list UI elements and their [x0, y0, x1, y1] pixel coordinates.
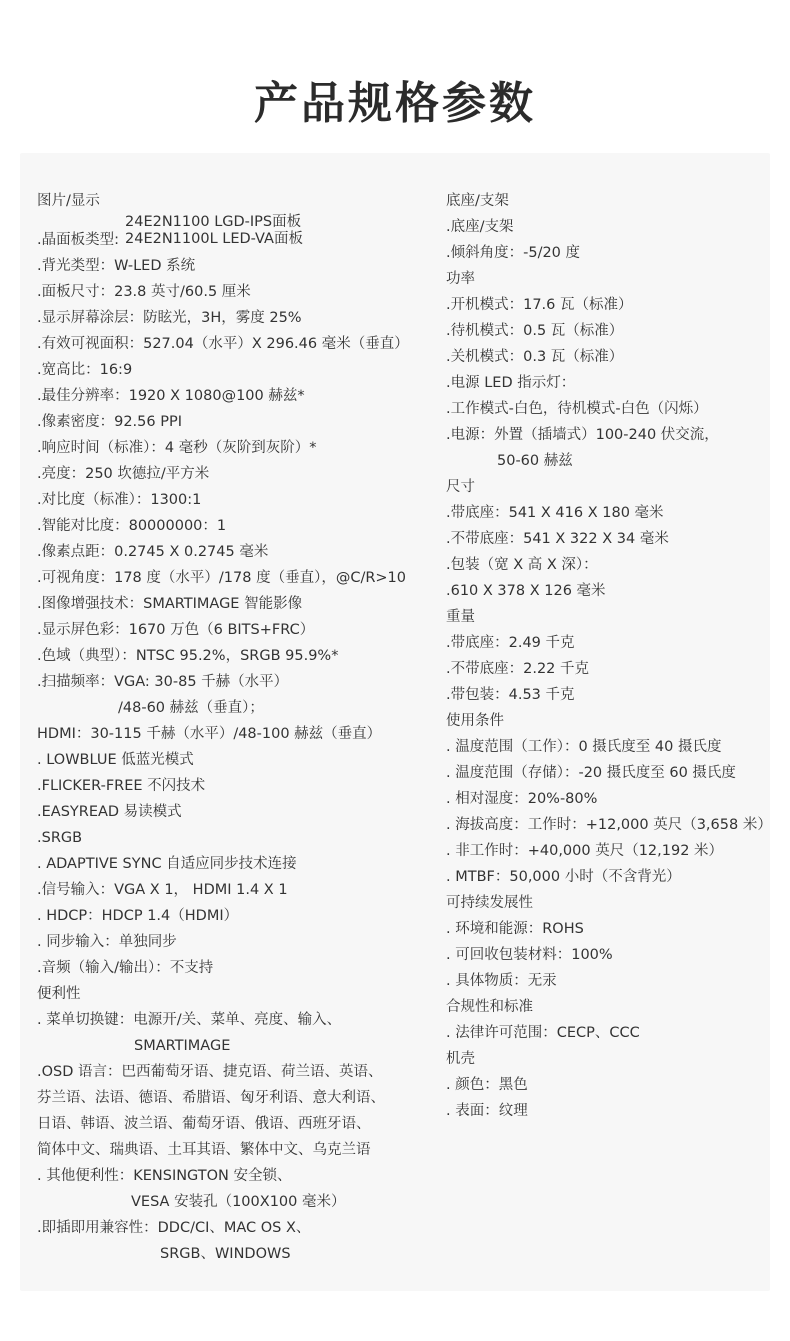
- spec-line: .显示屏色彩：1670 万色（6 BITS+FRC）: [37, 622, 315, 638]
- spec-line: . 法律许可范围：CECP、CCC: [446, 1025, 640, 1041]
- spec-line: . 颜色：黑色: [446, 1077, 528, 1093]
- spec-line: .不带底座：2.22 千克: [446, 661, 590, 677]
- spec-column-right: [446, 188, 776, 1124]
- section-heading-display: 图片/显示: [37, 193, 100, 209]
- spec-line: .电源 LED 指示灯：: [446, 375, 576, 391]
- section-heading-compliance: 合规性和标准: [446, 999, 533, 1015]
- spec-line: . LOWBLUE 低蓝光模式: [37, 752, 194, 768]
- spec-value: 24E2N1100 LGD-IPS面板: [125, 214, 302, 230]
- section-heading-stand: 底座/支架: [446, 193, 509, 209]
- spec-line: .工作模式-白色，待机模式-白色（闪烁）: [446, 401, 708, 417]
- spec-line: .响应时间（标准）：4 毫秒（灰阶到灰阶）*: [37, 440, 317, 456]
- spec-panel-type: [37, 214, 437, 248]
- section-heading-power: 功率: [446, 271, 475, 287]
- spec-line: . 环境和能源：ROHS: [446, 921, 584, 937]
- section-heading-conditions: 使用条件: [446, 713, 504, 729]
- spec-line: . 相对湿度：20%-80%: [446, 791, 598, 807]
- section-heading-cabinet: 机壳: [446, 1051, 475, 1067]
- spec-line: . 可回收包装材料：100%: [446, 947, 613, 963]
- spec-line: .背光类型：W-LED 系统: [37, 258, 196, 274]
- spec-line: .带底座：541 X 416 X 180 毫米: [446, 505, 664, 521]
- spec-label: .晶面板类型:: [37, 232, 119, 248]
- spec-line: .带底座：2.49 千克: [446, 635, 575, 651]
- spec-line: .有效可视面积：527.04（水平）X 296.46 毫米（垂直）: [37, 336, 409, 352]
- spec-line: .宽高比：16:9: [37, 362, 133, 378]
- spec-values: [125, 214, 303, 248]
- spec-line: 芬兰语、法语、德语、希腊语、匈牙利语、意大利语、: [37, 1090, 385, 1106]
- spec-line: .对比度（标准）：1300:1: [37, 492, 202, 508]
- spec-line: 50-60 赫兹: [497, 453, 573, 469]
- section-heading-weight: 重量: [446, 609, 475, 625]
- spec-line: SMARTIMAGE: [134, 1038, 231, 1054]
- spec-line: .信号输入：VGA X 1， HDMI 1.4 X 1: [37, 882, 288, 898]
- spec-line: .扫描频率：VGA: 30-85 千赫（水平）: [37, 674, 289, 690]
- spec-line: .包装（宽 X 高 X 深）：: [446, 557, 598, 573]
- page-title: 产品规格参数: [254, 78, 536, 129]
- spec-line: . 温度范围（存储）：-20 摄氏度至 60 摄氏度: [446, 765, 736, 781]
- spec-line: . 具体物质：无汞: [446, 973, 557, 989]
- spec-line: . 温度范围（工作）：0 摄氏度至 40 摄氏度: [446, 739, 722, 755]
- spec-line: .面板尺寸：23.8 英寸/60.5 厘米: [37, 284, 251, 300]
- spec-line: .开机模式：17.6 瓦（标准）: [446, 297, 633, 313]
- spec-line: .FLICKER-FREE 不闪技术: [37, 778, 206, 794]
- spec-line: .像素密度：92.56 PPI: [37, 414, 182, 430]
- spec-line: .EASYREAD 易读模式: [37, 804, 182, 820]
- spec-line: .亮度：250 坎德拉/平方米: [37, 466, 210, 482]
- spec-line: .关机模式：0.3 瓦（标准）: [446, 349, 624, 365]
- section-heading-dimensions: 尺寸: [446, 479, 475, 495]
- spec-line: .最佳分辨率：1920 X 1080@100 赫兹*: [37, 388, 305, 404]
- spec-line: .即插即用兼容性：DDC/CI、MAC OS X、: [37, 1220, 311, 1236]
- spec-line: .图像增强技术：SMARTIMAGE 智能影像: [37, 596, 303, 612]
- spec-line: .带包装：4.53 千克: [446, 687, 575, 703]
- spec-line: . 海拔高度：工作时：+12,000 英尺（3,658 米）: [446, 817, 772, 833]
- spec-line: /48-60 赫兹（垂直）；: [118, 700, 264, 716]
- spec-line: . 非工作时：+40,000 英尺（12,192 米）: [446, 843, 724, 859]
- spec-line: .色域（典型）：NTSC 95.2%，SRGB 95.9%*: [37, 648, 339, 664]
- spec-line: SRGB、WINDOWS: [160, 1246, 291, 1262]
- spec-line: .显示屏幕涂层：防眩光，3H，雾度 25%: [37, 310, 302, 326]
- spec-line: .可视角度：178 度（水平）/178 度（垂直），@C/R>10: [37, 570, 406, 586]
- spec-line: .电源：外置（插墙式）100-240 伏交流，: [446, 427, 719, 443]
- spec-line: 日语、韩语、波兰语、葡萄牙语、俄语、西班牙语、: [37, 1116, 371, 1132]
- spec-line: . MTBF：50,000 小时（不含背光）: [446, 869, 681, 885]
- spec-line: .610 X 378 X 126 毫米: [446, 583, 606, 599]
- spec-line: .音频（输入/输出）：不支持: [37, 960, 214, 976]
- section-heading-sustainability: 可持续发展性: [446, 895, 533, 911]
- spec-line: . ADAPTIVE SYNC 自适应同步技术连接: [37, 856, 297, 872]
- spec-line: 简体中文、瑞典语、土耳其语、繁体中文、乌克兰语: [37, 1142, 371, 1158]
- spec-line: VESA 安装孔（100X100 毫米）: [131, 1194, 346, 1210]
- spec-line: HDMI：30-115 千赫（水平）/48-100 赫兹（垂直）: [37, 726, 382, 742]
- spec-line: .OSD 语言：巴西葡萄牙语、捷克语、荷兰语、英语、: [37, 1064, 383, 1080]
- spec-line: .待机模式：0.5 瓦（标准）: [446, 323, 624, 339]
- spec-line: . 菜单切换键：电源开/关、菜单、亮度、输入、: [37, 1012, 342, 1028]
- section-heading-convenience: 便利性: [37, 986, 81, 1002]
- spec-value: 24E2N1100L LED-VA面板: [125, 231, 303, 247]
- spec-line: .不带底座：541 X 322 X 34 毫米: [446, 531, 669, 547]
- spec-line: . HDCP：HDCP 1.4（HDMI）: [37, 908, 239, 924]
- spec-line: . 其他便利性：KENSINGTON 安全锁、: [37, 1168, 292, 1184]
- spec-line: .像素点距：0.2745 X 0.2745 毫米: [37, 544, 269, 560]
- spec-line: . 同步输入：单独同步: [37, 934, 177, 950]
- spec-column-left: [37, 188, 437, 1267]
- spec-line: .智能对比度：80000000：1: [37, 518, 227, 534]
- spec-line: .倾斜角度：-5/20 度: [446, 245, 581, 261]
- spec-line: .SRGB: [37, 830, 83, 846]
- spec-line: . 表面：纹理: [446, 1103, 528, 1119]
- spec-line: .底座/支架: [446, 219, 514, 235]
